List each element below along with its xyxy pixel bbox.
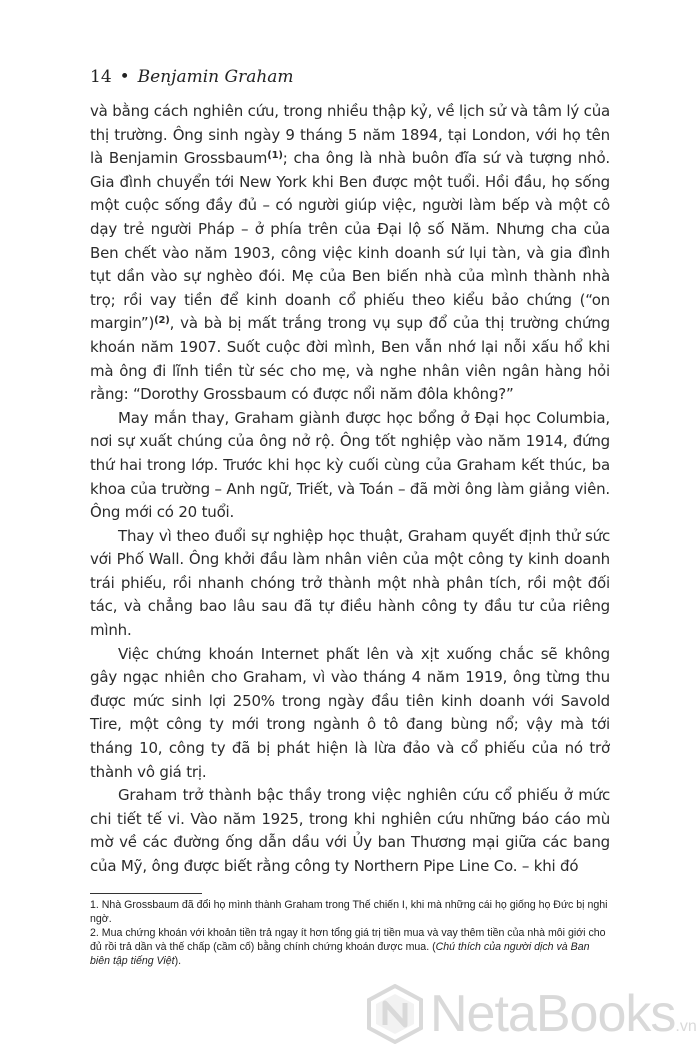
footnote-ref-1: (1) [267, 150, 283, 162]
watermark-text [430, 984, 697, 1057]
paragraph-1-part-c: , và bà bị mất trắng trong vụ sụp đổ của thị trường chứng khoán năm 1907. Suốt cuộc đời mình, Ben vẫn nhớ lại nỗi xấu hổ khi mà ông đi lĩnh tiền từ séc cho mẹ, và nghe nhân viên ngân hàng hỏi rằng: “Dorothy Grossbaum có được nổi năm đôla không?” [90, 314, 610, 404]
footnote-2-main: 2. Mua chứng khoán với khoản tiền trả ngay ít hơn tổng giá trị tiền mua và vay thêm tiền của nhà môi giới cho đủ rồi trả dần và thế chấp (cầm cố) bằng chính chứng khoán được mua. ( [90, 927, 606, 954]
paragraph-1 [90, 100, 610, 407]
running-header [90, 66, 610, 100]
page-number: 14 [90, 67, 112, 87]
paragraph-1-part-b: ; cha ông là nhà buôn đĩa sứ và tượng nhỏ. Gia đình chuyển tới New York khi Ben được một tuổi. Hồi đầu, họ sống một cuộc sống đầy đủ – có người giúp việc, người làm bếp và một cô dạy trẻ người Pháp – ở phía trên của Đại lộ số Năm. Nhưng cha của Ben chết vào năm 1903, công việc kinh doanh sứ lụi tàn, và gia đình tụt dần vào sự nghèo đói. Mẹ của Ben biến nhà của mình thành nhà trọ; rồi vay tiền để kinh doanh cổ phiếu theo kiểu bảo chứng (“on margin”) [90, 149, 611, 333]
header-separator: • [119, 67, 130, 87]
paragraph-5: Graham trở thành bậc thầy trong việc nghiên cứu cổ phiếu ở mức chi tiết tế vi. Vào năm 1925, trong khi nghiên cứu những báo cáo mù mờ về các đường ống dẫn dầu với Ủy ban Thương mại giữa các bang của Mỹ, ông được biết rằng công ty Northern Pipe Line Co. – khi đó [90, 786, 610, 875]
netabooks-watermark [360, 982, 700, 1048]
footnote-2-italic: Chú thích của người dịch và Ban biên tập tiếng Việt [90, 941, 590, 968]
body-text [90, 100, 610, 879]
paragraph-3: Thay vì theo đuổi sự nghiệp học thuật, Graham quyết định thử sức với Phố Wall. Ông khởi đầu làm nhân viên của một công ty kinh doanh trái phiếu, rồi nhanh chóng trở thành một nhà phân tích, rồi một đối tác, và chẳng bao lâu sau đã tự điều hành công ty đầu tư của riêng mình. [90, 526, 610, 640]
paragraph-4: Việc chứng khoán Internet phất lên và xịt xuống chắc sẽ không gây ngạc nhiên cho Graham, vì vào tháng 4 năm 1919, ông từng thu được mức sinh lợi 250% trong ngày đầu tiên kinh doanh với Savold Tire, một công ty mới trong ngành ô tô đang bùng nổ; vậy mà tới tháng 10, công ty đã bị phát hiện là lừa đảo và cổ phiếu của nó trở thành vô giá trị. [90, 644, 610, 781]
footnote-1: 1. Nhà Grossbaum đã đổi họ mình thành Graham trong Thế chiến I, khi mà những cái họ giống họ Đức bị nghi ngờ. [90, 898, 608, 925]
footnote-ref-2: (2) [154, 315, 170, 327]
book-page [90, 66, 610, 969]
watermark-brand: NetaBooks [430, 985, 676, 1043]
running-title: Benjamin Graham [137, 67, 294, 87]
netabooks-n-logo-icon [366, 984, 424, 1044]
footnotes [90, 898, 610, 969]
paragraph-2: May mắn thay, Graham giành được học bổng ở Đại học Columbia, nơi sự xuất chúng của ông nở rộ. Ông tốt nghiệp vào năm 1914, đứng thứ hai trong lớp. Trước khi học kỳ cuối cùng của Graham kết thúc, ba khoa của trường – Anh ngữ, Triết, và Toán – đã mời ông làm giảng viên. Ông mới có 20 tuổi. [90, 408, 610, 522]
paragraph-1-part-a: và bằng cách nghiên cứu, trong nhiều thập kỷ, về lịch sử và tâm lý của thị trường. Ông sinh ngày 9 tháng 5 năm 1894, tại London, với họ tên là Benjamin Grossbaum [90, 102, 610, 168]
footnote-2 [90, 926, 610, 969]
footnote-divider [90, 893, 202, 894]
watermark-suffix: .vn [675, 1018, 697, 1035]
footnote-2-end: ). [174, 955, 182, 968]
